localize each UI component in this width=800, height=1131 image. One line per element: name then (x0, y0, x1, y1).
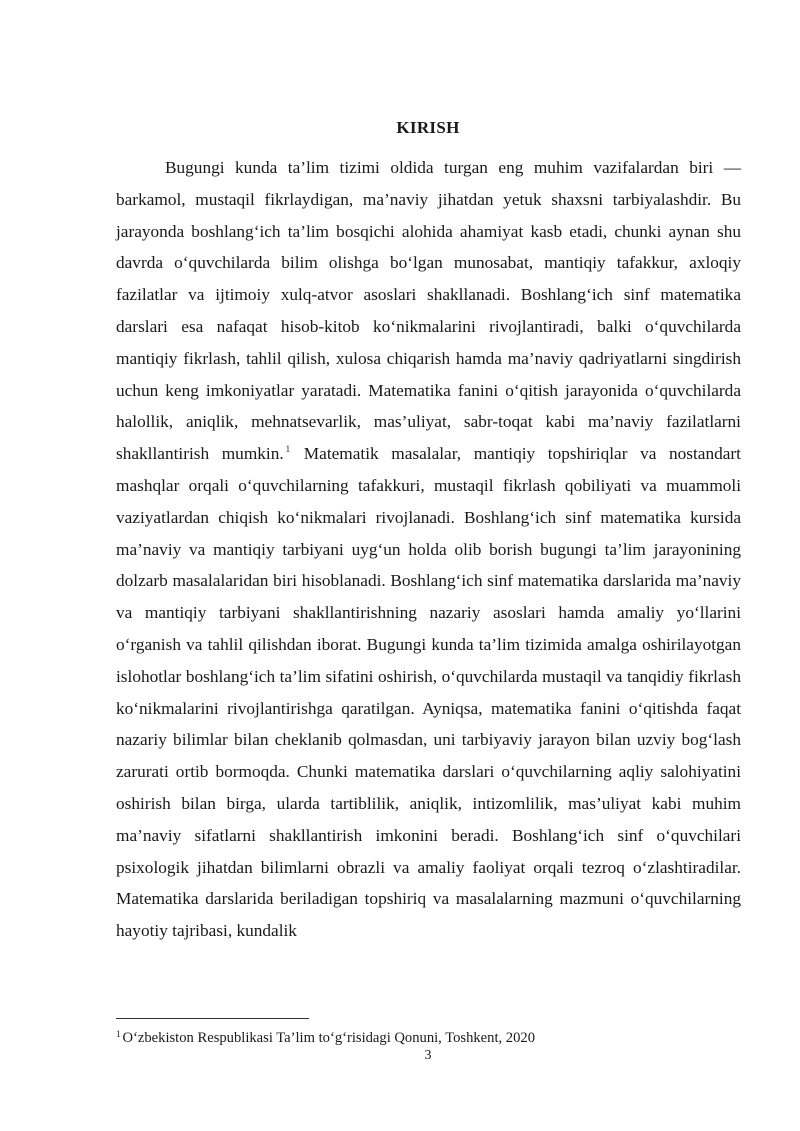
paragraph-text-part1: Bugungi kunda ta’lim tizimi oldida turgan eng muhim vazifalardan biri — barkamol, mustaqil fikrlaydigan, ma’naviy jihatdan yetuk shaxsni tarbiyalashdir. Bu jarayonda boshlang‘ich ta’lim bosqichi alohida ahamiyat kasb etadi, chunki aynan shu davrda o‘quvchilarda bilim olishga bo‘lgan munosabat, mantiqiy tafakkur, axloqiy fazilatlar va ijtimoiy xulq-atvor asoslari shakllanadi. Boshlang‘ich sinf matematika darslari esa nafaqat hisob-kitob ko‘nikmalarini rivojlantiradi, balki o‘quvchilarda mantiqiy fikrlash, tahlil qilish, xulosa chiqarish hamda ma’naviy qadriyatlarni singdirish uchun keng imkoniyatlar yaratadi. Matematika fanini o‘qitish jarayonida o‘quvchilarda halollik, aniqlik, mehnatsevarlik, mas’uliyat, sabr-toqat kabi ma’naviy fazilatlarni shakllantirish mumkin. (116, 158, 741, 464)
footnote-separator (116, 1018, 309, 1019)
section-heading: KIRISH (396, 118, 460, 137)
paragraph-text-part2: Matematik masalalar, mantiqiy topshiriqlar va nostandart mashqlar orqali o‘quvchilarning tafakkuri, mustaqil fikrlash qobiliyati va muammoli vaziyatlardan chiqish ko‘nikmalari rivojlanadi. Boshlang‘ich sinf matematika kursida ma’naviy va mantiqiy tarbiyani uyg‘un holda olib borish bugungi ta’lim jarayonining dolzarb masalalaridan biri hisoblanadi. Boshlang‘ich sinf matematika darslarida ma’naviy va mantiqiy tarbiyani shakllantirishning nazariy asoslari hamda amaliy yo‘llarini o‘rganish va tahlil qilishdan iborat. Bugungi kunda ta’lim tizimida amalga oshirilayotgan islohotlar boshlang‘ich ta’lim sifatini oshirish, o‘quvchilarda mustaqil va tanqidiy fikrlash ko‘nikmalarini rivojlantirishga qaratilgan. Ayniqsa, matematika fanini o‘qitishda faqat nazariy bilimlar bilan cheklanib qolmasdan, uni tarbiyaviy jarayon bilan uzviy bog‘lash zarurati ortib bormoqda. Chunki matematika darslari o‘quvchilarning aqliy salohiyatini oshirish bilan birga, ularda tartiblilik, aniqlik, intizomlilik, mas’uliyat kabi muhim ma’naviy sifatlarni shakllantirish imkonini beradi. Boshlang‘ich sinf o‘quvchilari psixologik jihatdan bilimlarni obrazli va amaliy faoliyat orqali tezroq o‘zlashtiradilar. Matematika darslarida beriladigan topshiriq va masalalarning mazmuni o‘quvchilarning hayotiy tajribasi, kundalik (116, 444, 741, 941)
body-paragraph (116, 152, 741, 947)
footnote-reference[interactable]: 1 (285, 444, 291, 455)
footnote-text: O‘zbekiston Respublikasi Ta’lim to‘g‘risidagi Qonuni, Toshkent, 2020 (122, 1030, 535, 1046)
page-number: 3 (424, 1048, 432, 1063)
footnote-mark: 1 (116, 1029, 121, 1039)
footnote (116, 1029, 746, 1047)
